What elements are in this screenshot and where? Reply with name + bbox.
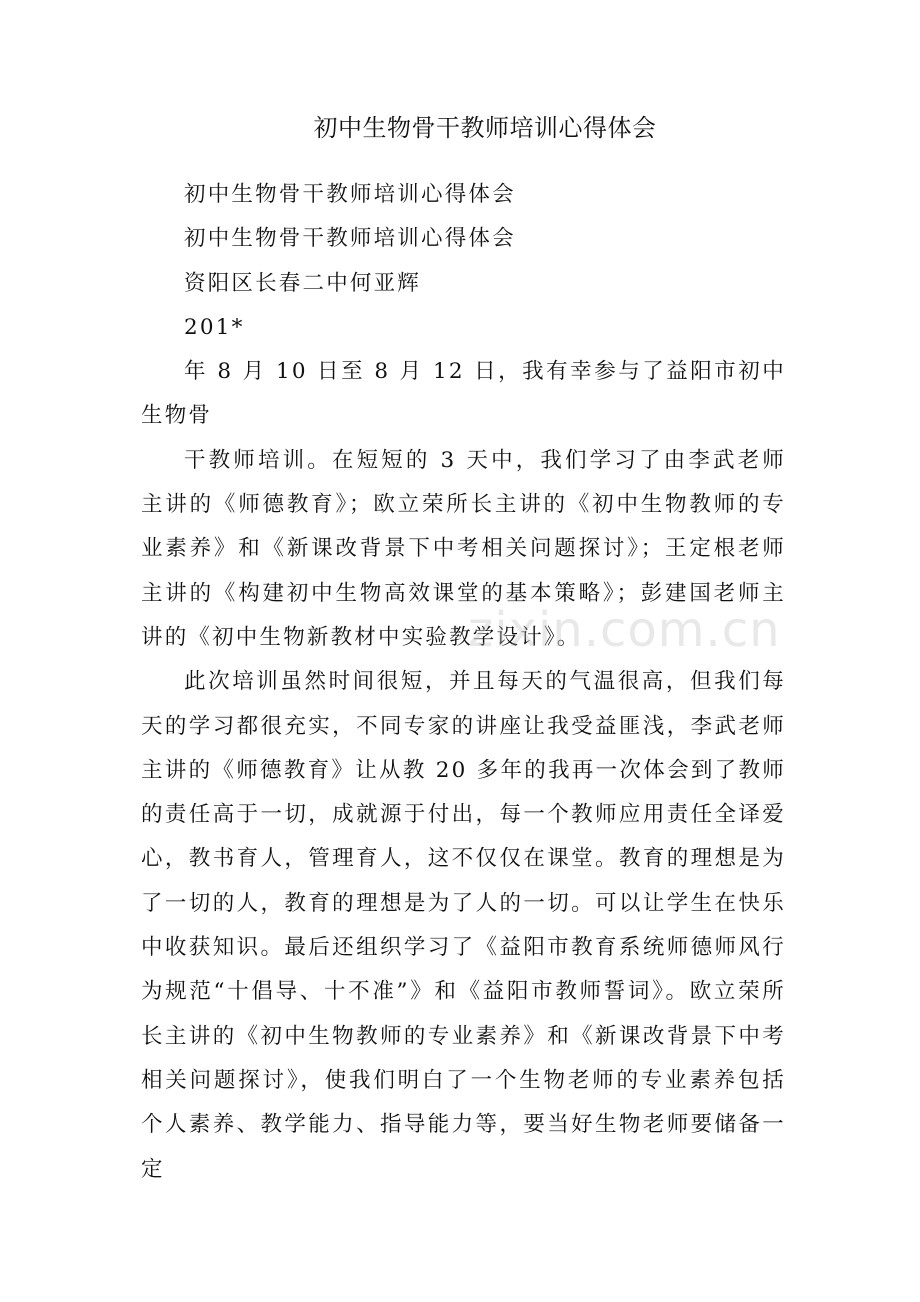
document-body: [141, 173, 786, 1192]
paragraph: 年 8 月 10 日至 8 月 12 日，我有幸参与了益阳市初中生物骨: [141, 359, 786, 429]
author-line: 资阳区长春二中何亚辉: [184, 270, 422, 296]
paragraph: 此次培训虽然时间很短，并且每天的气温很高，但我们每天的学习都很充实，不同专家的讲座让我受益匪浅，李武老师主讲的《师德教育》让从教 20 多年的我再一次体会到了教师的责任高于一切，成就源于付出，每一个教师应用责任全译爱心，教书育人，管理育人，这不仅仅在课堂。教育的理想是为了一切的人，教育的理想是为了人的一切。可以让学生在快乐中收获知识。最后还组织学习了《益阳市教育系统师德师风行为规范“十倡导、十不准”》和《益阳市教师誓词》。欧立荣所长主讲的《初中生物教师的专业素养》和《新课改背景下中考相关问题探讨》，使我们明白了一个生物老师的专业素养包括个人素养、教学能力、指导能力等，要当好生物老师要储备一定: [141, 669, 786, 1182]
paragraph: 初中生物骨干教师培训心得体会: [184, 226, 516, 252]
document-title: 初中生物骨干教师培训心得体会: [313, 114, 657, 142]
paragraph: 201*: [184, 314, 245, 340]
watermark: zixin.com.cn: [468, 602, 781, 658]
paragraph: 初中生物骨干教师培训心得体会: [184, 182, 516, 207]
paragraph: 干教师培训。在短短的 3 天中，我们学习了由李武老师主讲的《师德教育》；欧立荣所长主讲的《初中生物教师的专业素养》和《新课改背景下中考相关问题探讨》；王定根老师主讲的《构建初中生物高效课堂的基本策略》；彭建国老师主讲的《初中生物新教材中实验教学设计》。: [141, 447, 786, 650]
